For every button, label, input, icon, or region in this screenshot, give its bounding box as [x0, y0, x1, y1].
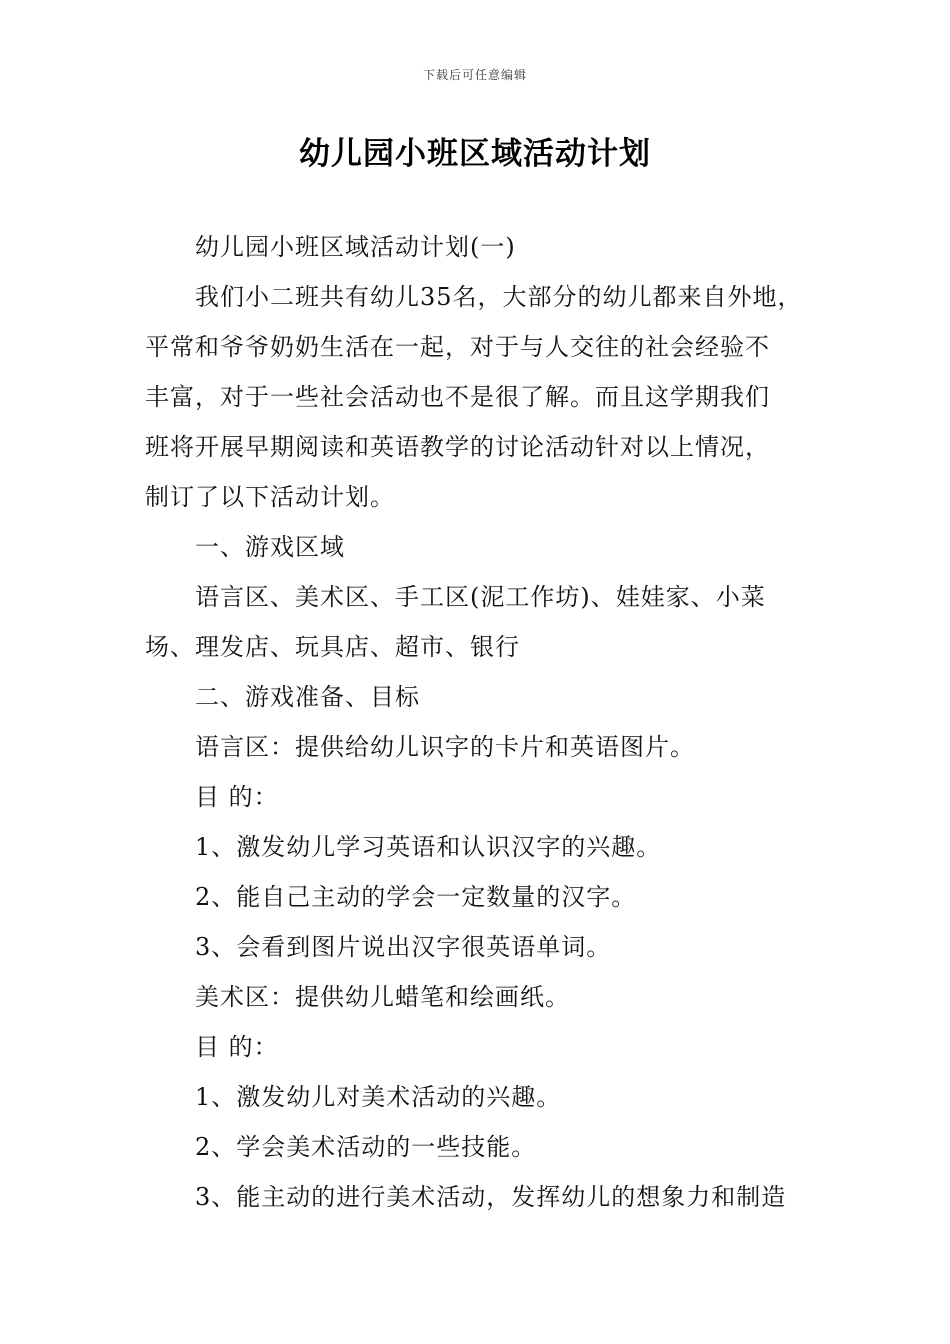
body-line: 目 的：	[195, 783, 279, 811]
body-line: 目 的：	[195, 1033, 279, 1061]
body-line: 制订了以下活动计划。	[145, 483, 395, 511]
body-line: 二、游戏准备、目标	[195, 683, 420, 711]
header-note: 下载后可任意编辑	[422, 68, 527, 82]
body-line: 3、能主动的进行美术活动，发挥幼儿的想象力和制造	[195, 1183, 787, 1211]
body-line: 一、游戏区域	[195, 533, 345, 561]
body-line: 美术区：提供幼儿蜡笔和绘画纸。	[195, 983, 570, 1011]
body-line: 3、会看到图片说出汉字很英语单词。	[195, 933, 612, 961]
body-line: 丰富，对于一些社会活动也不是很了解。而且这学期我们	[145, 383, 770, 411]
body-line: 1、激发幼儿对美术活动的兴趣。	[195, 1083, 562, 1111]
body-line: 语言区、美术区、手工区(泥工作坊)、娃娃家、小菜	[195, 583, 766, 611]
document-title: 幼儿园小班区域活动计划	[299, 136, 651, 172]
body-line: 语言区：提供给幼儿识字的卡片和英语图片。	[195, 733, 695, 761]
body-line: 2、能自己主动的学会一定数量的汉字。	[195, 883, 637, 911]
body-line: 2、学会美术活动的一些技能。	[195, 1133, 537, 1161]
body-line: 班将开展早期阅读和英语教学的讨论活动针对以上情况，	[145, 433, 770, 461]
body-line: 场、理发店、玩具店、超市、银行	[145, 633, 520, 661]
body-line: 幼儿园小班区域活动计划(一)	[195, 233, 516, 261]
body-line: 我们小二班共有幼儿35名，大部分的幼儿都来自外地，	[195, 283, 803, 311]
document-body	[145, 222, 825, 1222]
body-line: 平常和爷爷奶奶生活在一起，对于与人交往的社会经验不	[145, 333, 770, 361]
body-line: 1、激发幼儿学习英语和认识汉字的兴趣。	[195, 833, 662, 861]
